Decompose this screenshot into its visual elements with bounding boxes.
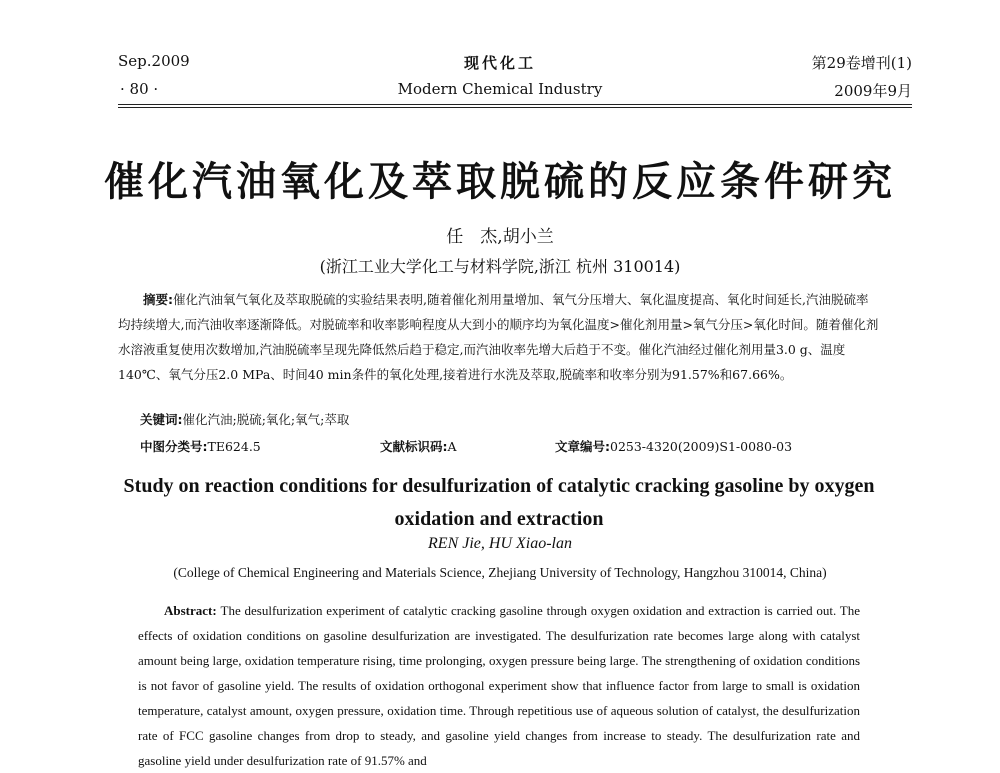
abstract-en-text: The desulfurization experiment of catalytic cracking gasoline through oxygen oxidation and extraction is carried out. The effects of oxidation conditions on gasoline desulfurization are investigated. The desulfurization rate becomes large along with catalyst amount being large, oxidation temperature rising, time prolonging, oxygen pressure being large. The strengthening of oxidation conditions is not favor of gasoline yield. The results of oxidation orthogonal experiment show that influence factor from large to small is oxidation temperature, catalyst amount, oxygen pressure, oxidation time. Through repetitious use of aqueous solution of catalyst, the desulfurization rate of FCC gasoline changes from drop to steady, and gasoline yield changes from increase to steady. The desulfurization rate and gasoline yield under desulfurization rate of 91.57% and <box>138 603 861 768</box>
article-number-label: 文章编号: <box>555 439 610 454</box>
abstract-cn-label: 摘要: <box>143 292 173 307</box>
clc-number <box>140 437 261 455</box>
authors-cn: 任 杰,胡小兰 <box>446 227 554 247</box>
header-page-number: · 80 · <box>120 80 159 98</box>
clc-value: TE624.5 <box>207 439 261 454</box>
article-number-value: 0253-4320(2009)S1-0080-03 <box>610 439 793 454</box>
abstract-cn <box>118 287 880 387</box>
abstract-en <box>138 598 860 773</box>
keywords-cn-text: 催化汽油;脱硫;氧化;氧气;萃取 <box>182 412 350 427</box>
header-issue-date: 2009年9月 <box>834 82 912 100</box>
paper-title-cn: 催化汽油氧化及萃取脱硫的反应条件研究 <box>104 159 896 205</box>
abstract-en-label: Abstract: <box>164 603 217 618</box>
header-date: Sep.2009 <box>118 52 190 70</box>
paper-title-en: Study on reaction conditions for desulfurization of catalytic cracking gasoline by oxygen oxidation and extraction <box>123 475 875 530</box>
header-rule-double <box>118 107 912 108</box>
abstract-cn-text: 催化汽油氧气氧化及萃取脱硫的实验结果表明,随着催化剂用量增加、氧气分压增大、氧化温度提高、氧化时间延长,汽油脱硫率均持续增大,而汽油收率逐渐降低。对脱硫率和收率影响程度从大到小的顺序均为氧化温度>催化剂用量>氧气分压>氧化时间。随着催化剂水溶液重复使用次数增加,汽油脱硫率呈现先降低然后趋于稳定,而汽油收率先增大后趋于不变。催化汽油经过催化剂用量3.0 g、温度140℃、氧气分压2.0 MPa、时间40 min条件的氧化处理,接着进行水洗及萃取,脱硫率和收率分别为91.57%和67.66%。 <box>118 292 879 382</box>
article-number <box>555 437 792 455</box>
keywords-cn <box>140 410 349 428</box>
clc-label: 中图分类号: <box>140 439 208 454</box>
header-journal-cn: 现代化工 <box>463 54 536 72</box>
document-code <box>380 437 457 455</box>
header-volume: 第29卷增刊(1) <box>811 54 912 72</box>
keywords-cn-label: 关键词: <box>140 412 183 427</box>
authors-en: REN Jie, HU Xiao-lan <box>428 535 572 552</box>
document-code-label: 文献标识码: <box>380 439 448 454</box>
header-rule <box>118 104 912 105</box>
header-journal-en: Modern Chemical Industry <box>397 80 603 98</box>
affiliation-en: (College of Chemical Engineering and Materials Science, Zhejiang University of Technology, Hangzhou 310014, China) <box>173 565 827 580</box>
affiliation-cn: (浙江工业大学化工与材料学院,浙江 杭州 310014) <box>319 257 681 276</box>
document-code-value: A <box>447 439 457 454</box>
